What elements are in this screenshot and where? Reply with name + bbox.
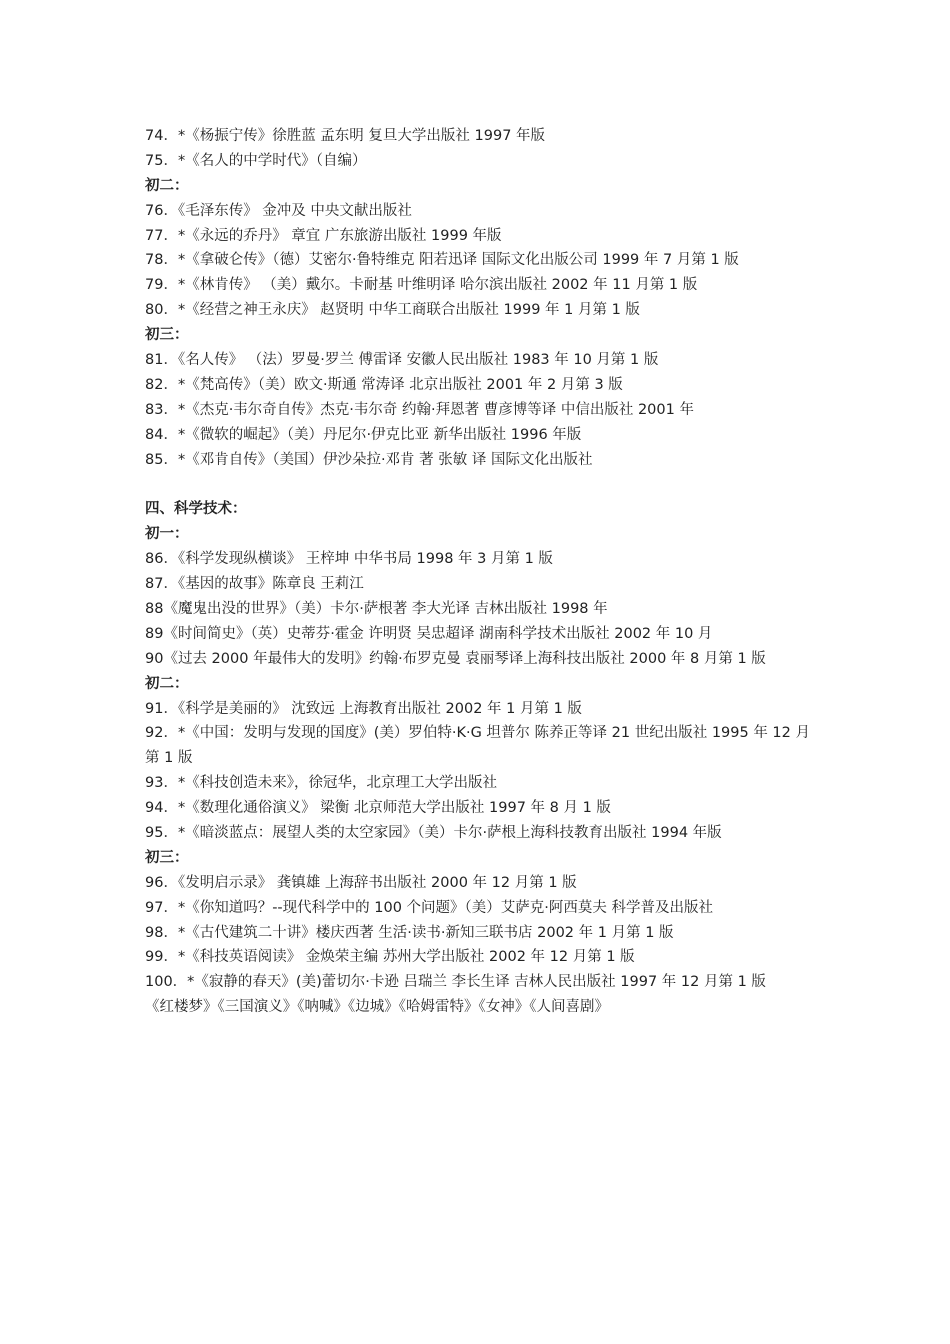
book-entry: 93．*《科技创造未来》，徐冠华，北京理工大学出版社	[145, 775, 497, 792]
book-entry: 85．*《邓肯自传》（美国）伊沙朵拉·邓肯 著 张敏 译 国际文化出版社	[145, 451, 593, 468]
book-entry: 78．*《拿破仑传》（德）艾密尔·鲁特维克 阳若迅译 国际文化出版公司 1999 年 7 月第 1 版	[145, 252, 739, 269]
book-entry: 97．*《你知道吗？--现代科学中的 100 个问题》（美）艾萨克·阿西莫夫 科学普及出版社	[145, 899, 714, 916]
section-heading: 初二：	[145, 675, 189, 692]
section-heading: 初三：	[145, 327, 189, 344]
book-entry: 98．*《古代建筑二十讲》楼庆西著 生活·读书·新知三联书店 2002 年 1 月第 1 版	[145, 924, 674, 941]
book-entry: 80．*《经营之神王永庆》 赵贤明 中华工商联合出版社 1999 年 1 月第 1 版	[145, 302, 640, 319]
book-entry: 83．*《杰克·韦尔奇自传》杰克·韦尔奇 约翰·拜恩著 曹彦博等译 中信出版社 2001 年	[145, 401, 694, 418]
section-heading: 初二：	[145, 177, 189, 194]
section-heading: 初三：	[145, 849, 189, 866]
section-heading: 四、科学技术：	[145, 501, 247, 518]
blank-line	[145, 472, 815, 497]
book-entry: 77．*《永远的乔丹》 章宜 广东旅游出版社 1999 年版	[145, 227, 502, 244]
book-entry: 91．《科学是美丽的》 沈致远 上海教育出版社 2002 年 1 月第 1 版	[145, 700, 582, 717]
book-entry: 74．*《杨振宁传》徐胜蓝 孟东明 复旦大学出版社 1997 年版	[145, 128, 546, 144]
document-page	[145, 124, 815, 1020]
book-entry: 94．*《数理化通俗演义》 梁衡 北京师范大学出版社 1997 年 8 月 1 版	[145, 800, 611, 817]
book-entry: 75．*《名人的中学时代》（自编）	[145, 152, 367, 169]
section-heading: 初一：	[145, 526, 189, 543]
book-entry: 96．《发明启示录》 龚镇雄 上海辞书出版社 2000 年 12 月第 1 版	[145, 874, 577, 891]
book-entry: 90《过去 2000 年最伟大的发明》约翰·布罗克曼 袁丽琴译上海科技出版社 2000 年 8 月第 1 版	[145, 650, 766, 667]
book-entry: 87．《基因的故事》陈章良 王莉江	[145, 576, 364, 593]
book-entry: 100．*《寂静的春天》(美)蕾切尔·卡逊 吕瑞兰 李长生译 吉林人民出版社 1997 年 12 月第 1 版	[145, 974, 766, 991]
book-entry: 76．《毛泽东传》 金冲及 中央文献出版社	[145, 202, 412, 219]
book-entry: 79．*《林肯传》 （美）戴尔。卡耐基 叶维明译 哈尔滨出版社 2002 年 11 月第 1 版	[145, 277, 698, 294]
book-entry: 《红楼梦》《三国演义》《呐喊》《边城》《哈姆雷特》《女神》《人间喜剧》	[145, 999, 609, 1016]
book-entry: 99．*《科技英语阅读》 金焕荣主编 苏州大学出版社 2002 年 12 月第 1 版	[145, 949, 635, 966]
book-entry: 95．*《暗淡蓝点：展望人类的太空家园》（美）卡尔·萨根上海科技教育出版社 1994 年版	[145, 824, 722, 841]
book-entry: 81．《名人传》 （法）罗曼·罗兰 傅雷译 安徽人民出版社 1983 年 10 月第 1 版	[145, 352, 659, 369]
book-entry: 84．*《微软的崛起》（美）丹尼尔·伊克比亚 新华出版社 1996 年版	[145, 426, 582, 443]
book-entry: 82．*《梵高传》（美）欧文·斯通 常涛译 北京出版社 2001 年 2 月第 3 版	[145, 376, 623, 393]
book-entry: 89《时间简史》（英）史蒂芬·霍金 许明贤 吴忠超译 湖南科学技术出版社 2002 年 10 月	[145, 625, 713, 642]
book-entry: 86．《科学发现纵横谈》 王梓坤 中华书局 1998 年 3 月第 1 版	[145, 551, 553, 568]
book-entry: 88《魔鬼出没的世界》（美）卡尔·萨根著 李大光译 吉林出版社 1998 年	[145, 600, 608, 617]
book-entry: 92．*《中国：发明与发现的国度》(美）罗伯特·K·G 坦普尔 陈养正等译 21 世纪出版社 1995 年 12 月第 1 版	[145, 725, 810, 767]
